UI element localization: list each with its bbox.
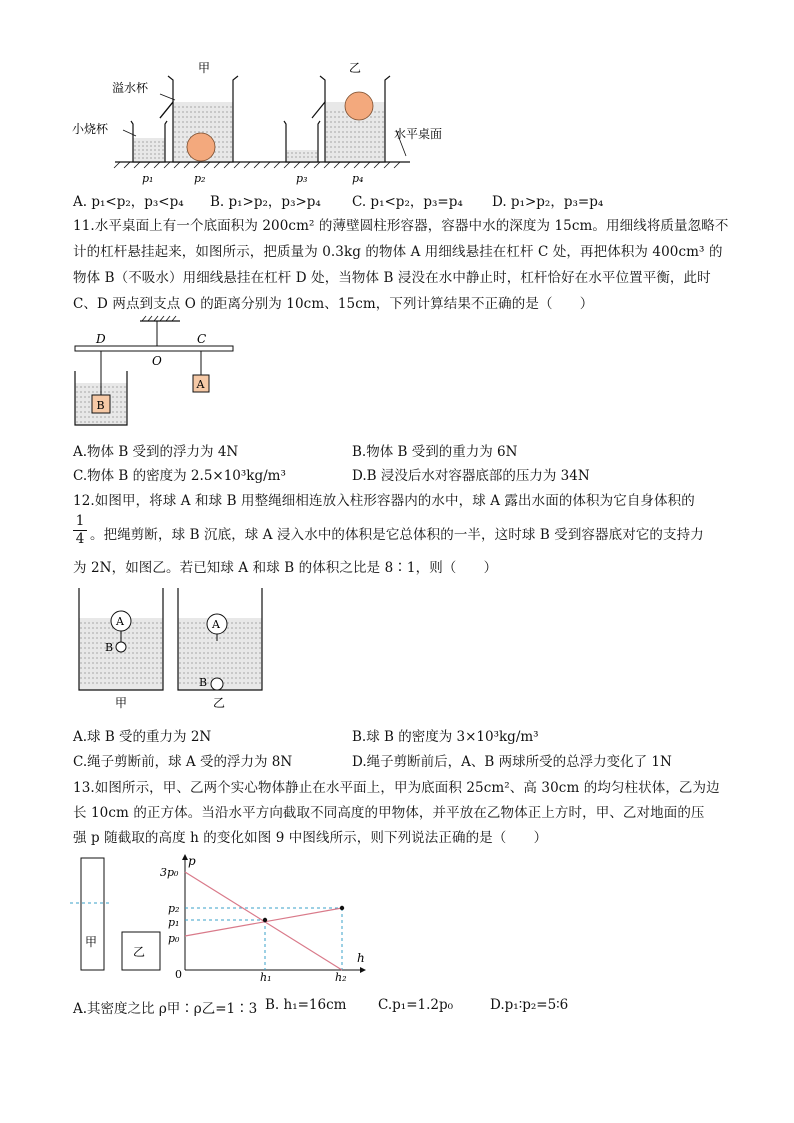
q13-line-2: 长 10cm 的正方体。当沿水平方向截取不同高度的甲物体，并平放在乙物体正上方时，甲、乙对地面的压: [73, 805, 705, 821]
label-p4: p₄: [352, 172, 364, 185]
label-C: C: [197, 332, 207, 346]
figure-balls: [70, 583, 270, 713]
label-yi: 乙: [213, 696, 226, 710]
q12-line-1: 12.如图甲，将球 A 和球 B 用整绳细相连放入柱形容器内的水中，球 A 露出水面的体积为它自身体积的: [73, 493, 695, 509]
tick-p2: p₂: [168, 902, 180, 915]
tick-h2: h₂: [335, 971, 347, 984]
q11-line-2: 计的杠杆悬挂起来，如图所示，把质量为 0.3kg 的物体 A 用细线悬挂在杠杆 C 处，再把体积为 400cm³ 的: [73, 244, 723, 260]
q13-option-a: A.其密度之比 ρ甲∶ρ乙=1∶3: [73, 1001, 258, 1017]
q10-option-c: C. p₁<p₂，p₃=p₄: [352, 194, 463, 210]
label-A: A: [196, 378, 205, 391]
label-p1: p₁: [142, 172, 154, 185]
axis-label-h: h: [357, 951, 365, 965]
label-A-yi: A: [212, 618, 220, 631]
q11-option-d: D.B 浸没后水对容器底部的压力为 34N: [352, 468, 590, 484]
q12-option-d: D.绳子剪断前后，A、B 两球所受的总浮力变化了 1N: [352, 754, 672, 770]
small-beaker-1: [131, 121, 167, 162]
q13-line-1: 13.如图所示，甲、乙两个实心物体静止在水平面上，甲为底面积 25cm²、高 30cm 的均匀柱状体，乙为边: [73, 780, 720, 796]
axis-origin: 0: [175, 968, 182, 981]
q11-line-3: 物体 B（不吸水）用细线悬挂在杠杆 D 处，当物体 B 浸没在水中静止时，杠杆恰好在水平位置平衡，此时: [73, 270, 711, 286]
intersection-point: [263, 918, 267, 922]
label-small-beaker: 小烧杯: [72, 122, 109, 136]
q10-option-d: D. p₁>p₂，p₃=p₄: [492, 194, 604, 210]
q13-line-3: 强 p 随截取的高度 h 的变化如图 9 中图线所示，则下列说法正确的是（ ）: [73, 830, 548, 846]
overflow-cup-jia: [160, 76, 238, 162]
ball-B-yi: [211, 678, 223, 690]
q11-option-a: A.物体 B 受到的浮力为 4N: [73, 444, 239, 460]
q11-option-b: B.物体 B 受到的重力为 6N: [352, 444, 518, 460]
column-jia: [81, 858, 104, 970]
q10-option-a: A. p₁<p₂，p₃<p₄: [73, 194, 184, 210]
figure-overflow-cups: [72, 58, 480, 188]
q13-option-c: C.p₁=1.2p₀: [378, 997, 454, 1013]
label-A-jia: A: [116, 615, 124, 628]
figure-lever: [70, 315, 245, 430]
q12-line-2: 。把绳剪断，球 B 沉底，球 A 浸入水中的体积是它总体积的一半，这时球 B 受到容器底对它的支持力: [90, 527, 704, 543]
label-jia: 甲: [198, 61, 211, 75]
q12-fraction-numerator: 1: [73, 513, 87, 531]
small-beaker-3: [284, 121, 320, 162]
label-jia: 甲: [115, 696, 128, 710]
tick-p1: p₁: [168, 916, 180, 929]
endpoint-h2: [340, 906, 344, 910]
q12-option-b: B.球 B 的密度为 3×10³kg/m³: [352, 729, 539, 745]
figure-pressure-graph: [70, 850, 380, 985]
label-yi: 乙: [349, 61, 362, 75]
q11-line-1: 11.水平桌面上有一个底面积为 200cm² 的薄壁圆柱形容器，容器中水的深度为 15cm。用细线将质量忽略不: [73, 218, 729, 234]
q11-option-c: C.物体 B 的密度为 2.5×10³kg/m³: [73, 468, 286, 484]
q12-option-a: A.球 B 受的重力为 2N: [73, 729, 212, 745]
label-O: O: [152, 354, 162, 368]
label-table: 水平桌面: [394, 127, 443, 141]
label-B-jia: B: [105, 641, 114, 654]
tick-p0: p₀: [168, 932, 180, 945]
ball-B-jia: [116, 642, 126, 652]
q13-option-b: B. h₁=16cm: [265, 997, 347, 1013]
series-yi-pressure: [185, 908, 342, 936]
label-p2: p₂: [194, 172, 206, 185]
tick-3p0: 3p₀: [160, 866, 179, 879]
q12-line-3: 为 2N，如图乙。若已知球 A 和球 B 的体积之比是 8∶1，则（ ）: [73, 560, 498, 576]
label-overflow-cup: 溢水杯: [112, 81, 149, 95]
label-B: B: [96, 399, 105, 412]
q10-option-b: B. p₁>p₂，p₃>p₄: [210, 194, 321, 210]
lever-bar: [75, 346, 233, 351]
q13-option-d: D.p₁∶p₂=5∶6: [490, 997, 569, 1013]
q12-option-c: C.绳子剪断前，球 A 受的浮力为 8N: [73, 754, 293, 770]
tick-h1: h₁: [260, 971, 272, 984]
label-yi: 乙: [133, 945, 146, 959]
label-D: D: [96, 332, 106, 346]
label-B-yi: B: [199, 676, 208, 689]
overflow-cup-yi: [312, 76, 390, 162]
q12-fraction: [73, 513, 87, 548]
q12-fraction-denominator: 4: [75, 531, 85, 547]
axis-label-p: p: [188, 854, 196, 868]
label-p3: p₃: [296, 172, 308, 185]
q11-line-4: C、D 两点到支点 O 的距离分别为 10cm、15cm，下列计算结果不正确的是（ ）: [73, 296, 594, 312]
label-jia: 甲: [85, 935, 98, 949]
